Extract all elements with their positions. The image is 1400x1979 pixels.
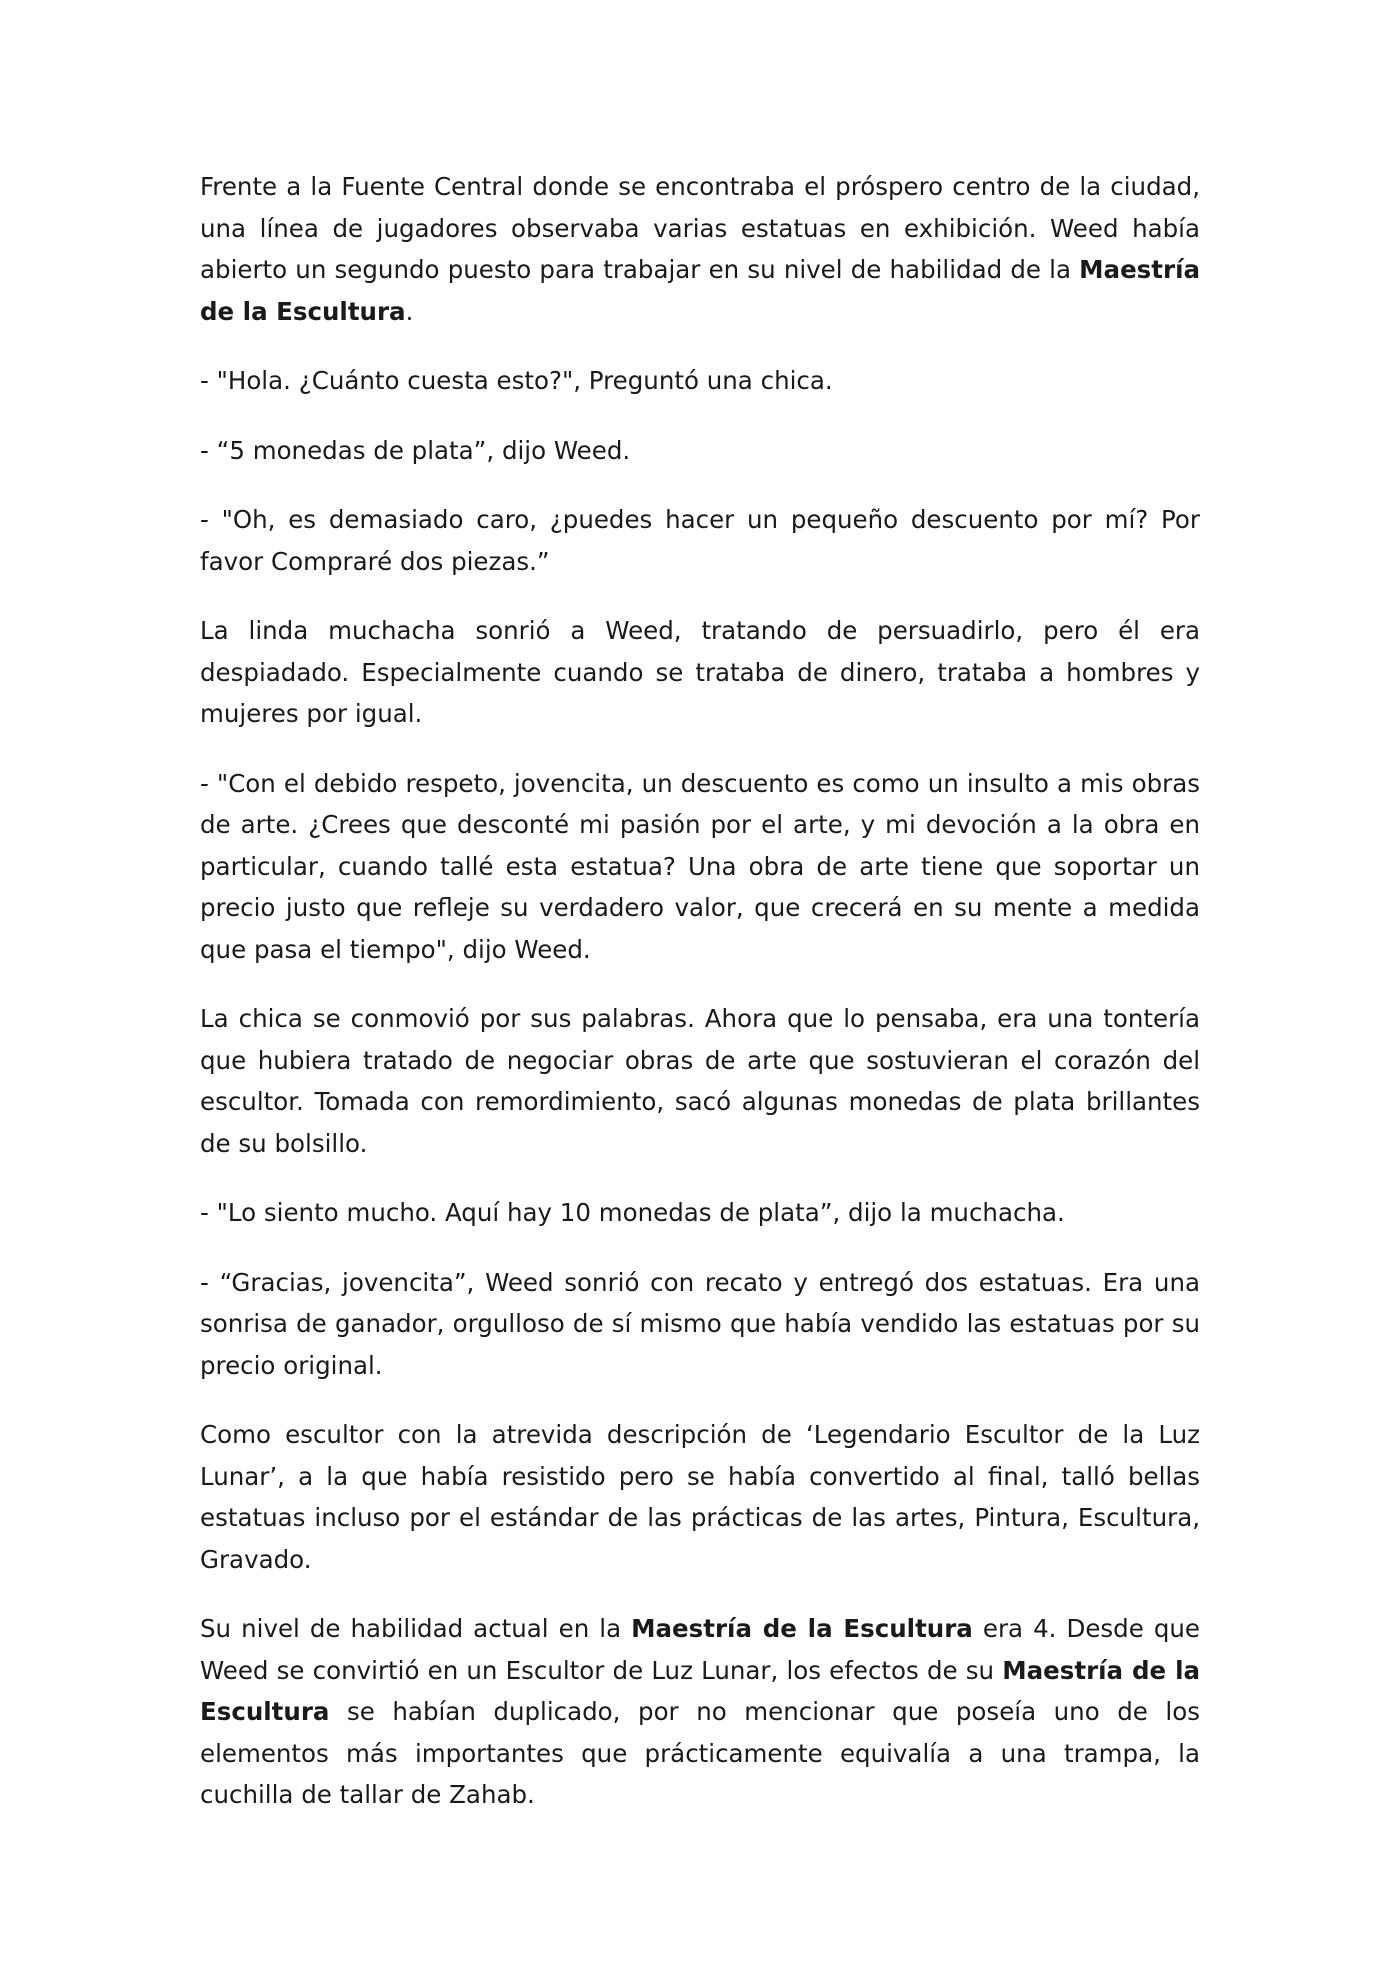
paragraph	[200, 998, 1200, 1164]
text-segment: .	[405, 296, 414, 326]
text-segment: - "Con el debido respeto, jovencita, un descuento es como un insulto a mis obras de arte. ¿Crees que desconté mi pasión por el arte, y mi devoción a la obra en particular, cuando tallé esta estatua? Una obra de arte tiene que soportar un precio justo que refleje su verdadero valor, que crecerá en su mente a medida que pasa el tiempo", dijo Weed.	[200, 768, 1200, 964]
text-segment: - "Lo siento mucho. Aquí hay 10 monedas de plata”, dijo la muchacha.	[200, 1198, 1065, 1227]
text-segment: - “Gracias, jovencita”, Weed sonrió con recato y entregó dos estatuas. Era una sonrisa de ganador, orgulloso de sí mismo que había vendido las estatuas por su precio original.	[200, 1267, 1200, 1380]
text-segment: se habían duplicado, por no mencionar que poseía uno de los elementos más importantes que prácticamente equivalía a una trampa, la cuchilla de tallar de Zahab.	[200, 1697, 1200, 1809]
paragraph	[200, 610, 1200, 735]
paragraph	[200, 1414, 1200, 1580]
paragraph	[200, 1192, 1200, 1234]
text-segment: - "Hola. ¿Cuánto cuesta esto?", Preguntó una chica.	[200, 366, 833, 395]
text-segment: - "Oh, es demasiado caro, ¿puedes hacer un pequeño descuento por mí? Por favor Compraré dos piezas.”	[200, 505, 1200, 576]
text-segment: - “5 monedas de plata”, dijo Weed.	[200, 435, 631, 465]
paragraph	[200, 166, 1200, 332]
paragraph	[200, 763, 1200, 971]
bold-term: Maestría de la Escultura	[200, 1655, 1201, 1726]
paragraph	[200, 1608, 1200, 1816]
paragraph	[200, 430, 1200, 472]
text-column	[200, 166, 1200, 1844]
bold-term: Maestría de la Escultura	[200, 255, 1200, 326]
bold-term: Maestría de la Escultura	[631, 1614, 973, 1643]
text-segment: Como escultor con la atrevida descripción de ‘Legendario Escultor de la Luz Lunar’, a la que había resistido pero se había convertido al final, talló bellas estatuas incluso por el estándar de las prácticas de las artes, Pintura, Escultura, Gravado.	[200, 1420, 1200, 1574]
paragraph	[200, 499, 1200, 582]
text-segment: Su nivel de habilidad actual en la	[200, 1614, 632, 1643]
paragraph	[200, 360, 1200, 402]
text-segment: La linda muchacha sonrió a Weed, tratando de persuadirlo, pero él era despiadado. Especialmente cuando se trataba de dinero, trataba a hombres y mujeres por igual.	[200, 616, 1200, 728]
text-segment: era 4. Desde que Weed se convirtió en un Escultor de Luz Lunar, los efectos de su	[200, 1614, 1200, 1685]
text-segment: Frente a la Fuente Central donde se encontraba el próspero centro de la ciudad, una línea de jugadores observaba varias estatuas en exhibición. Weed había abierto un segundo puesto para trabajar en su nivel de habilidad de la	[200, 172, 1200, 284]
text-segment: La chica se conmovió por sus palabras. Ahora que lo pensaba, era una tontería que hubiera tratado de negociar obras de arte que sostuvieran el corazón del escultor. Tomada con remordimiento, sacó algunas monedas de plata brillantes de su bolsillo.	[200, 1004, 1200, 1158]
paragraph	[200, 1262, 1200, 1387]
